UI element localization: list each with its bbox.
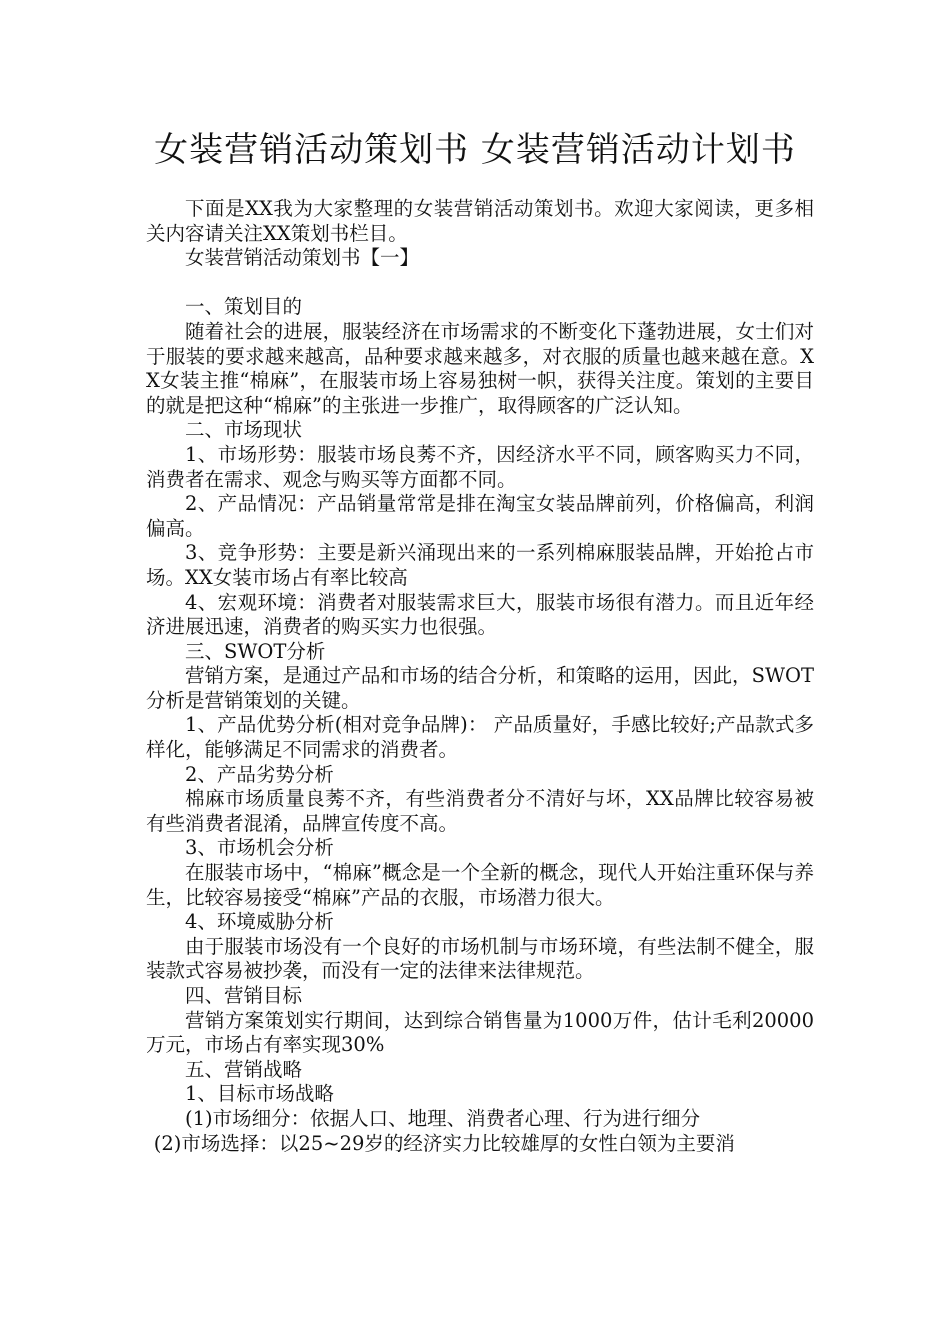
blank-line [146,271,814,296]
heading-threats: 4、环境威胁分析 [185,910,334,934]
paragraph-market-segmentation: (1)市场细分：依据人口、地理、消费者心理、行为进行细分 [185,1106,701,1130]
paragraph-intro: 下面是XX我为大家整理的女装营销活动策划书。欢迎大家阅读，更多相关内容请关注XX策划书栏目。 [146,197,814,245]
document-title: 女装营销活动策划书 女装营销活动计划书 [154,130,796,170]
paragraph-market-situation: 1、市场形势：服装市场良莠不齐，因经济水平不同，顾客购买力不同，消费者在需求、观念与购买等方面都不同。 [146,442,814,491]
heading-opportunities: 3、市场机会分析 [185,836,334,860]
paragraph-macro-environment: 4、宏观环境：消费者对服装需求巨大，服装市场很有潜力。而且近年经济进展迅速，消费者的购买实力也很强。 [146,590,814,639]
paragraph-threats: 由于服装市场没有一个良好的市场机制与市场环境，有些法制不健全，服装款式容易被抄袭，而没有一定的法律来法律规范。 [146,934,814,983]
paragraph-weaknesses: 棉麻市场质量良莠不齐，有些消费者分不清好与坏，XX品牌比较容易被有些消费者混淆，品牌宣传度不高。 [146,787,814,835]
paragraph-product-situation: 2、产品情况：产品销量常常是排在淘宝女装品牌前列，价格偏高，利润偏高。 [146,492,814,540]
paragraph-strengths: 1、产品优势分析(相对竞争品牌)： 产品质量好，手感比较好;产品款式多样化，能够满足不同需求的消费者。 [146,713,814,762]
section-heading-part-one: 女装营销活动策划书【一】 [185,246,420,270]
document-body [146,197,814,1156]
heading-target-market-strategy: 1、目标市场战略 [185,1082,334,1106]
paragraph-competition: 3、竞争形势：主要是新兴涌现出来的一系列棉麻服装品牌，开始抢占市场。XX女装市场占有率比较高 [146,541,814,589]
heading-marketing-goals: 四、营销目标 [185,984,303,1007]
paragraph-planning-purpose: 随着社会的进展，服装经济在市场需求的不断变化下蓬勃进展，女士们对于服装的要求越来越高，品种要求越来越多，对衣服的质量也越来越在意。XX女装主推“棉麻”，在服装市场上容易独树一帜，获得关注度。策划的主要目的就是把这种“棉麻”的主张进一步推广，取得顾客的广泛认知。 [146,319,814,417]
heading-planning-purpose: 一、策划目的 [185,295,303,319]
heading-weaknesses: 2、产品劣势分析 [185,762,334,786]
heading-swot: 三、SWOT分析 [185,639,326,663]
paragraph-market-selection: (2)市场选择：以25~29岁的经济实力比较雄厚的女性白领为主要消 [153,1131,735,1155]
heading-market-status: 二、市场现状 [185,418,303,442]
paragraph-marketing-goals: 营销方案策划实行期间，达到综合销售量为1000万件，估计毛利20000万元，市场占有率实现30% [146,1008,814,1057]
paragraph-swot-intro: 营销方案，是通过产品和市场的结合分析，和策略的运用，因此，SWOT分析是营销策划的关键。 [146,664,814,712]
heading-marketing-strategy: 五、营销战略 [185,1057,303,1081]
paragraph-opportunities: 在服装市场中，“棉麻”概念是一个全新的概念，现代人开始注重环保与养生，比较容易接受“棉麻”产品的衣服，市场潜力很大。 [146,861,814,909]
